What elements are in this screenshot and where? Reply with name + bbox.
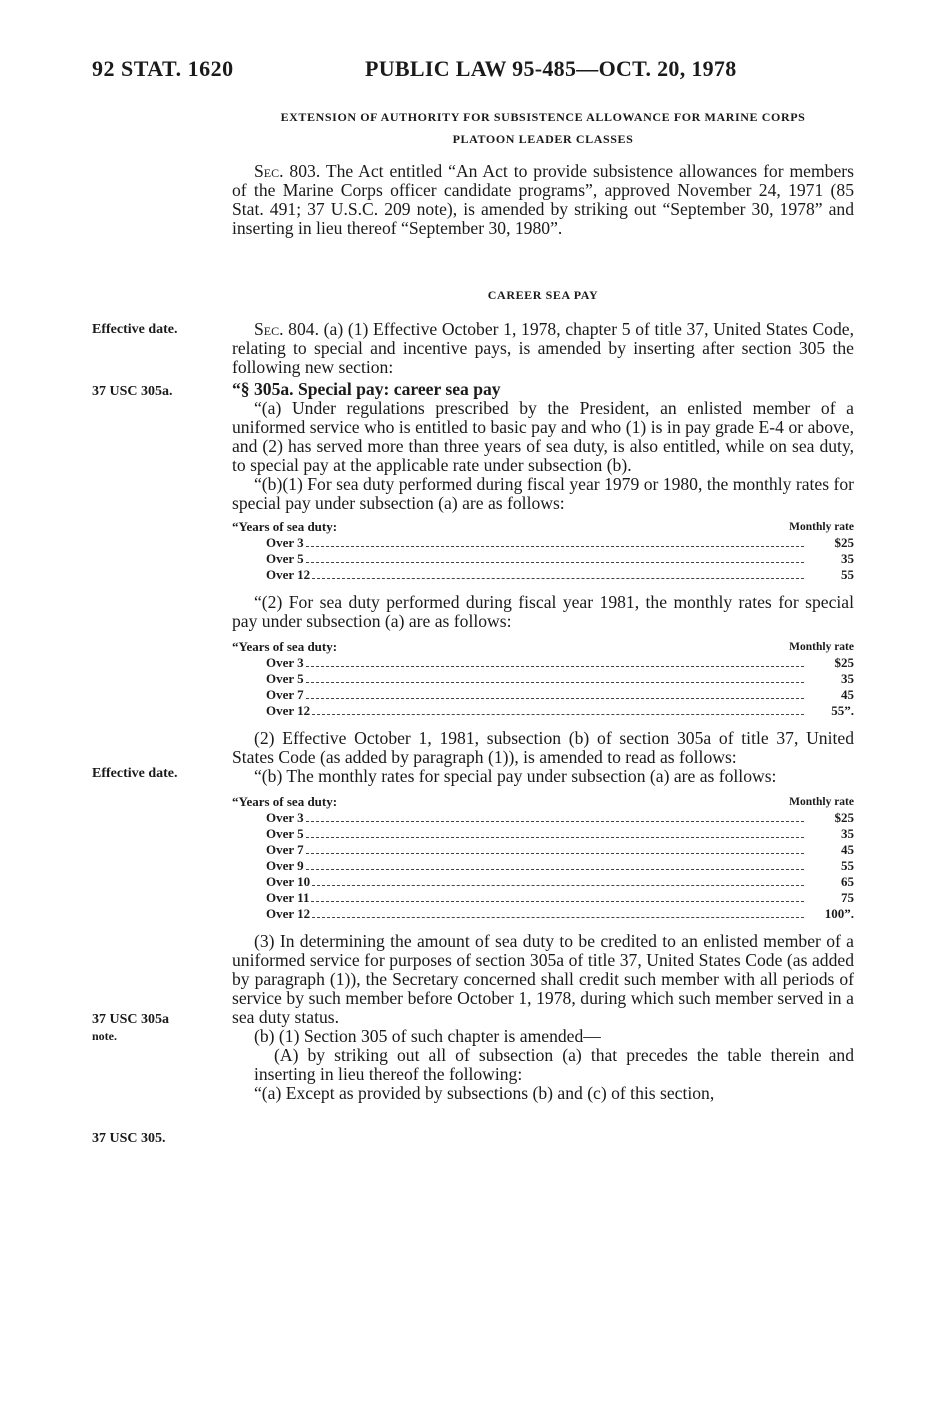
- rate-table-3-header: [232, 794, 854, 810]
- leader-dots: [306, 666, 804, 667]
- rate-table-2: [232, 639, 854, 719]
- rate-table-1-body: [232, 535, 854, 583]
- rate-row-amount: 55”.: [831, 703, 854, 718]
- rate-table-row: [232, 671, 854, 687]
- rate-table-row: [232, 551, 854, 567]
- page-reference: 92 STAT. 1620: [92, 56, 234, 81]
- rate-table-2-header: [232, 639, 854, 655]
- rate-row-years: Over 5: [266, 551, 304, 566]
- margin-note-effective-date-1: Effective date.: [92, 322, 178, 337]
- section-804-a1-text: (a) (1) Effective October 1, 1978, chapter 5 of title 37, United States Code, relating to special and incentive pays, is amended by inserting after section 305 the following new section:: [232, 319, 854, 377]
- leader-dots: [306, 546, 804, 547]
- law-title: PUBLIC LAW 95-485—OCT. 20, 1978: [365, 56, 737, 81]
- rate-row-amount: 75: [841, 890, 854, 905]
- leader-dots: [312, 885, 804, 886]
- rate-table-3: [232, 794, 854, 922]
- paragraph-b1-text: (b) (1) Section 305 of such chapter is amended—: [254, 1026, 601, 1046]
- rate-row-years: Over 7: [266, 687, 304, 702]
- leader-dots: [306, 682, 804, 683]
- leader-dots: [306, 821, 804, 822]
- subsection-a-text: “(a) Under regulations prescribed by the President, an enlisted member of a uniformed service who is entitled to basic pay and who (1) is in pay grade E-4 or above, and (2) has served more than three years of sea duty, is also entitled, while on sea duty, to special pay at the applicable rate under subsection (b).: [232, 398, 854, 475]
- rate-table-1-header: [232, 519, 854, 535]
- rate-row-amount: 35: [841, 826, 854, 841]
- leader-dots: [306, 853, 804, 854]
- section-804-body: [232, 320, 854, 1103]
- rate-table-row: [232, 567, 854, 583]
- rate-row-amount: 55: [841, 567, 854, 582]
- rate-table-row: [232, 858, 854, 874]
- rate-row-years: Over 7: [266, 842, 304, 857]
- rate-row-years: Over 12: [266, 906, 311, 921]
- margin-note-37-usc-305a: 37 USC 305a.: [92, 384, 173, 399]
- rate-row-years: Over 3: [266, 810, 304, 825]
- section-804-heading-block: [232, 284, 854, 306]
- rate-row-years: Over 10: [266, 874, 311, 889]
- leader-dots: [306, 562, 804, 563]
- rate-row-years: Over 3: [266, 655, 304, 670]
- rate-table-row: [232, 826, 854, 842]
- quoted-subsection-a-start: “(a) Except as provided by subsections (b) and (c) of this section,: [254, 1083, 715, 1103]
- rate-row-amount: 65: [841, 874, 854, 889]
- margin-note-usc-line: 37 USC 305a: [92, 1012, 170, 1027]
- rate-table-row: [232, 874, 854, 890]
- leader-dots: [312, 917, 804, 918]
- rate-table-row: [232, 842, 854, 858]
- section-803: [232, 106, 854, 238]
- rate-table-2-col-years: “Years of sea duty:: [232, 639, 338, 654]
- rate-table-1-col-rate: Monthly rate: [789, 521, 854, 533]
- rate-table-row: [232, 703, 854, 719]
- rate-row-amount: $25: [834, 810, 854, 825]
- rate-table-row: [232, 906, 854, 922]
- rate-row-amount: 55: [841, 858, 854, 873]
- paragraph-a3-text: (3) In determining the amount of sea duty to be credited to an enlisted member of a uniformed service for purposes of section 305a of title 37, United States Code (as added by paragraph (1)), the Secretary concerned shall credit such member with all periods of service by such member before October 1, 1978, during which such member served in a sea duty status.: [232, 931, 854, 1027]
- paragraph-bA-text: (A) by striking out all of subsection (a) that precedes the table therein and inserting in lieu thereof the following:: [254, 1045, 854, 1084]
- rate-table-1: [232, 519, 854, 583]
- section-803-text: The Act entitled “An Act to provide subsistence allowances for members of the Marine Corps officer candidate programs”, approved November 24, 1971 (85 Stat. 491; 37 U.S.C. 209 note), is amended by striking out “September 30, 1978” and inserting in lieu thereof “September 30, 1980”.: [232, 161, 854, 238]
- section-804-a1-paragraph: [232, 320, 854, 377]
- margin-note-note-line: note.: [92, 1029, 117, 1043]
- rate-row-amount: 45: [841, 687, 854, 702]
- rate-table-row: [232, 687, 854, 703]
- rate-row-amount: 35: [841, 671, 854, 686]
- leader-dots: [312, 578, 804, 579]
- rate-row-years: Over 12: [266, 703, 311, 718]
- section-803-paragraph: [232, 162, 854, 238]
- margin-note-effective-date-2: Effective date.: [92, 766, 178, 781]
- rate-table-1-col-years: “Years of sea duty:: [232, 519, 338, 534]
- rate-row-amount: 35: [841, 551, 854, 566]
- rate-table-3-body: [232, 810, 854, 922]
- rate-table-row: [232, 890, 854, 906]
- rate-row-amount: $25: [834, 535, 854, 550]
- paragraph-a2-quote: “(b) The monthly rates for special pay under subsection (a) are as follows:: [254, 766, 777, 786]
- section-803-heading-line1: EXTENSION OF AUTHORITY FOR SUBSISTENCE ALLOWANCE FOR MARINE CORPS: [280, 110, 806, 124]
- rate-table-row: [232, 535, 854, 551]
- section-803-heading-line2: PLATOON LEADER CLASSES: [452, 132, 634, 146]
- subsection-b2-text: “(2) For sea duty performed during fiscal year 1981, the monthly rates for special pay under subsection (a) are as follows:: [232, 592, 854, 631]
- leader-dots: [306, 698, 804, 699]
- rate-table-3-col-rate: Monthly rate: [789, 796, 854, 808]
- rate-row-years: Over 12: [266, 567, 311, 582]
- rate-row-years: Over 3: [266, 535, 304, 550]
- section-804-heading: CAREER SEA PAY: [487, 288, 599, 302]
- rate-table-3-col-years: “Years of sea duty:: [232, 794, 338, 809]
- rate-table-2-body: [232, 655, 854, 719]
- leader-dots: [312, 714, 804, 715]
- paragraph-a2-text: (2) Effective October 1, 1981, subsection (b) of section 305a of title 37, United States Code (as added by paragraph (1)), is amended to read as follows:: [232, 728, 854, 767]
- subsection-b1-text: “(b)(1) For sea duty performed during fiscal year 1979 or 1980, the monthly rates for special pay under subsection (a) are as follows:: [232, 474, 854, 513]
- leader-dots: [306, 837, 804, 838]
- rate-row-years: Over 9: [266, 858, 304, 873]
- rate-row-amount: $25: [834, 655, 854, 670]
- rate-row-amount: 100”.: [824, 906, 854, 921]
- margin-note-37-usc-305a-note: [92, 1011, 169, 1045]
- rate-row-years: Over 11: [266, 890, 310, 905]
- section-305a-title: “§ 305a. Special pay: career sea pay: [232, 379, 501, 399]
- rate-table-2-col-rate: Monthly rate: [789, 641, 854, 653]
- leader-dots: [306, 869, 804, 870]
- section-804-label: Sec. 804.: [254, 319, 319, 339]
- rate-row-years: Over 5: [266, 671, 304, 686]
- rate-table-row: [232, 810, 854, 826]
- rate-row-years: Over 5: [266, 826, 304, 841]
- leader-dots: [311, 901, 804, 902]
- rate-table-row: [232, 655, 854, 671]
- section-803-label: Sec. 803.: [254, 161, 321, 181]
- rate-row-amount: 45: [841, 842, 854, 857]
- margin-note-37-usc-305: 37 USC 305.: [92, 1131, 166, 1146]
